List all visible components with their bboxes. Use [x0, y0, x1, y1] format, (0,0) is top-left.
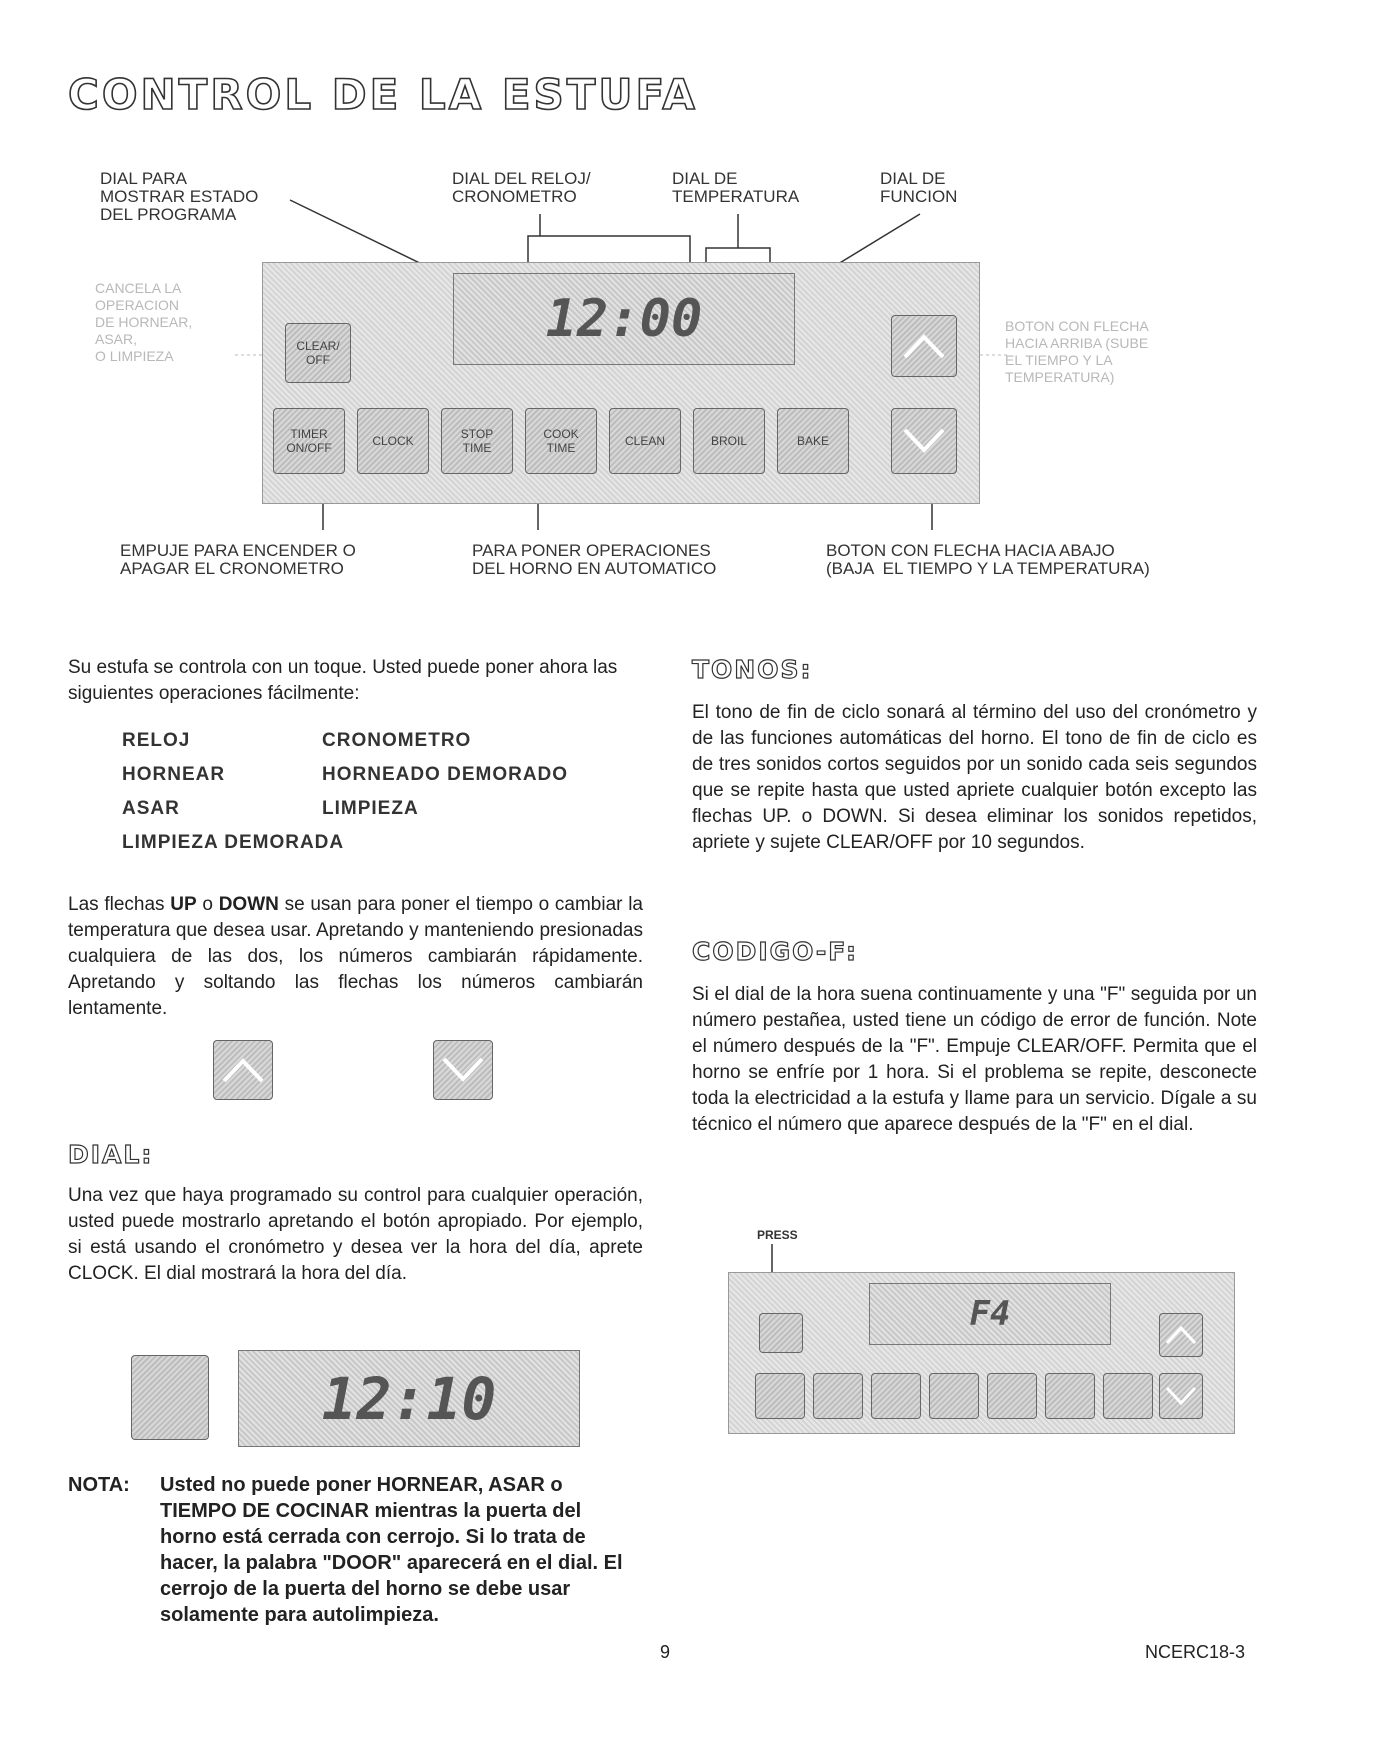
dial-heading: DIAL:: [68, 1140, 154, 1169]
tonos-paragraph: El tono de fin de ciclo sonará al término del uso del cronómetro y de las funciones automáticas del horno. El tono de fin de ciclo es de tres sonidos cortos seguidos por un sonido cada seis segundos que se repite hasta que usted apriete cualquier botón excepto las flechas UP. o DOWN. Si desea eliminar los sonidos repetidos, apriete y sujete CLEAR/OFF por 10 segundos.: [692, 702, 1257, 853]
chevron-up-icon: [901, 331, 947, 361]
chevron-up-icon: [1164, 1324, 1198, 1346]
panel-key[interactable]: [929, 1373, 979, 1419]
codigo-heading: CODIGO-F:: [692, 937, 858, 966]
callout-timer-onoff: EMPUJE PARA ENCENDER O APAGAR EL CRONOMETRO: [120, 541, 356, 578]
up-arrow-button[interactable]: [1159, 1313, 1203, 1357]
mini-panel-display: F4: [869, 1283, 1111, 1345]
down-arrow-key-sample: [433, 1040, 493, 1100]
panel-key[interactable]: [871, 1373, 921, 1419]
operation-item: LIMPIEZA DEMORADA: [122, 832, 345, 853]
clear-off-button[interactable]: [759, 1313, 803, 1353]
clock-key-sample: [131, 1355, 209, 1440]
callout-up-arrow: BOTON CON FLECHA HACIA ARRIBA (SUBE EL TIEMPO Y LA TEMPERATURA): [1005, 318, 1149, 385]
broil-button[interactable]: BROIL: [693, 408, 765, 474]
page-number: 9: [660, 1642, 671, 1662]
dial-paragraph: Una vez que haya programado su control para cualquier operación, usted puede mostrarlo apretando el botón apropiado. Por ejemplo, si está usando el cronómetro y desea ver la hora del día, aprete CLOCK. El dial mostrará la hora del día.: [68, 1185, 643, 1284]
operation-item: ASAR: [122, 798, 180, 819]
panel-key[interactable]: [813, 1373, 863, 1419]
clean-button[interactable]: CLEAN: [609, 408, 681, 474]
clear-off-button[interactable]: CLEAR/ OFF: [285, 323, 351, 383]
panel-key[interactable]: [755, 1373, 805, 1419]
operation-item: CRONOMETRO: [322, 730, 472, 751]
panel-key[interactable]: [987, 1373, 1037, 1419]
bake-button[interactable]: BAKE: [777, 408, 849, 474]
panel-display: 12:00: [453, 273, 795, 365]
callout-temperature: DIAL DE TEMPERATURA: [672, 169, 800, 206]
callout-auto-oven: PARA PONER OPERACIONES DEL HORNO EN AUTOMATICO: [472, 541, 717, 578]
timer-onoff-button[interactable]: TIMER ON/OFF: [273, 408, 345, 474]
callout-down-arrow: BOTON CON FLECHA HACIA ABAJO (BAJA EL TIEMPO Y LA TEMPERATURA): [826, 541, 1150, 578]
operation-item: RELOJ: [122, 730, 191, 751]
chevron-down-icon: [440, 1055, 486, 1085]
chevron-down-icon: [901, 426, 947, 456]
mini-control-panel: [728, 1272, 1235, 1434]
up-arrow-key-sample: [213, 1040, 273, 1100]
control-panel: [262, 262, 980, 504]
doc-code: NCERC18-3: [1145, 1642, 1246, 1662]
down-arrow-button[interactable]: [891, 408, 957, 474]
callout-clock-timer: DIAL DEL RELOJ/ CRONOMETRO: [452, 169, 591, 206]
panel-key[interactable]: [1045, 1373, 1095, 1419]
arrows-paragraph: Las flechas UP o DOWN se usan para poner el tiempo o cambiar la temperatura que desea usar. Apretando y manteniendo presionadas cualquiera de las dos, los números cambiarán rápidamente. Apretando y soltando las flechas los números cambiarán lentamente.: [68, 894, 643, 1019]
codigo-paragraph: Si el dial de la hora suena continuamente y una "F" seguida por un número pestañea, usted tiene un código de error de función. Note el número después de la "F". Empuje CLEAR/OFF. Permita que el horno se enfríe por 1 hora. Si el problema se repite, desconecte toda la electricidad a la estufa y llame para un servicio. Dígale a su técnico el número que aparece después de la "F" en el dial.: [692, 984, 1257, 1135]
intro-paragraph: Su estufa se controla con un toque. Usted puede poner ahora las siguientes operaciones fácilmente:: [68, 657, 618, 704]
chevron-up-icon: [220, 1055, 266, 1085]
operation-item: HORNEAR: [122, 764, 226, 785]
tonos-heading: TONOS:: [692, 655, 813, 684]
up-arrow-button[interactable]: [891, 315, 957, 377]
press-label: PRESS: [757, 1228, 798, 1242]
nota-label: NOTA:: [68, 1474, 130, 1496]
chevron-down-icon: [1164, 1385, 1198, 1407]
stop-time-button[interactable]: STOP TIME: [441, 408, 513, 474]
callout-function: DIAL DE FUNCION: [880, 169, 958, 206]
callout-cancel: CANCELA LA OPERACION DE HORNEAR, ASAR, O LIMPIEZA: [95, 280, 193, 364]
dial-display-sample: 12:10: [238, 1350, 580, 1447]
operation-item: LIMPIEZA: [322, 798, 419, 819]
operation-item: HORNEADO DEMORADO: [322, 764, 569, 785]
cook-time-button[interactable]: COOK TIME: [525, 408, 597, 474]
panel-key[interactable]: [1103, 1373, 1153, 1419]
page-title: CONTROL DE LA ESTUFA: [68, 70, 698, 119]
callout-program-status: DIAL PARA MOSTRAR ESTADO DEL PROGRAMA: [100, 169, 259, 224]
clock-button[interactable]: CLOCK: [357, 408, 429, 474]
down-arrow-button[interactable]: [1159, 1373, 1203, 1419]
nota-text: Usted no puede poner HORNEAR, ASAR o TIEMPO DE COCINAR mientras la puerta del horno está cerrada con cerrojo. Si lo trata de hacer, la palabra "DOOR" aparecerá en el dial. El cerrojo de la puerta del horno se debe usar solamente para autolimpieza.: [160, 1474, 623, 1626]
